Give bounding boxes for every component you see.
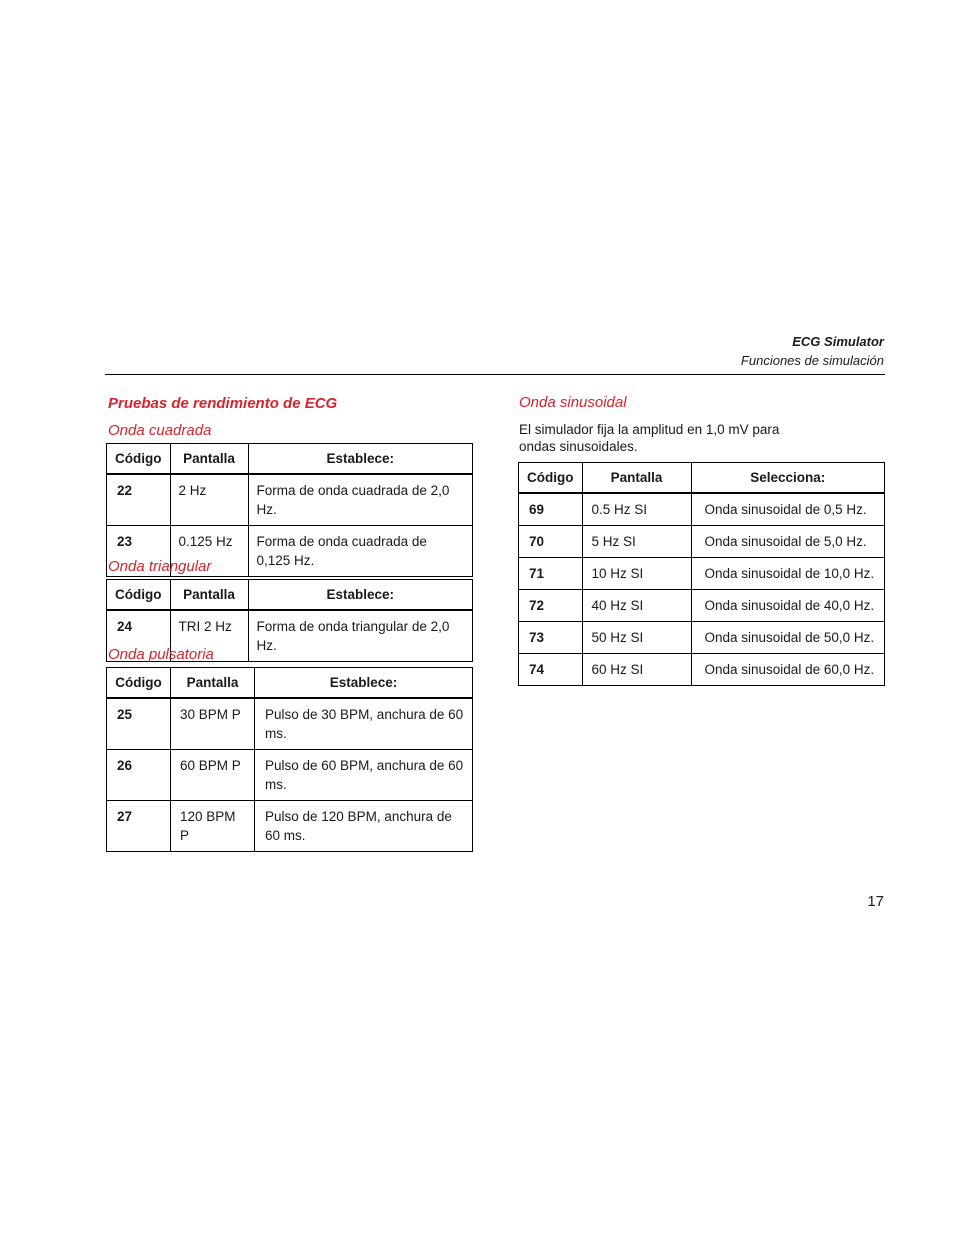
triangle-wave-heading: Onda triangular [108, 558, 212, 575]
code-cell: 22 [107, 474, 171, 526]
table-row [519, 558, 885, 590]
display-cell: 0.125 Hz [170, 526, 248, 577]
column-header-display: Pantalla [170, 580, 248, 611]
description-cell: Forma de onda triangular de 2,0 Hz. [248, 610, 473, 662]
code-cell: 26 [107, 750, 171, 801]
table-row [107, 750, 473, 801]
code-cell: 25 [107, 698, 171, 750]
description-cell: Forma de onda cuadrada de 0,125 Hz. [248, 526, 473, 577]
display-cell: 120 BPM P [171, 801, 255, 852]
display-cell: 30 BPM P [171, 698, 255, 750]
code-cell: 24 [107, 610, 171, 662]
sine-wave-heading: Onda sinusoidal [519, 394, 627, 411]
column-header-display: Pantalla [170, 444, 248, 475]
table-row [107, 474, 473, 526]
column-header-selects: Selecciona: [691, 463, 885, 494]
table-header-row [107, 444, 473, 475]
code-cell: 23 [107, 526, 171, 577]
column-header-display: Pantalla [171, 668, 255, 699]
column-header-code: Código [107, 444, 171, 475]
table-header-row [519, 463, 885, 494]
description-cell: Onda sinusoidal de 50,0 Hz. [691, 622, 885, 654]
description-cell: Forma de onda cuadrada de 2,0 Hz. [248, 474, 473, 526]
table-row [519, 654, 885, 686]
code-cell: 74 [519, 654, 583, 686]
pulse-wave-table [106, 667, 473, 852]
table-row [519, 622, 885, 654]
code-cell: 71 [519, 558, 583, 590]
pulse-wave-heading: Onda pulsatoria [108, 646, 214, 663]
description-cell: Pulso de 30 BPM, anchura de 60 ms. [255, 698, 473, 750]
code-cell: 72 [519, 590, 583, 622]
column-header-code: Código [519, 463, 583, 494]
section-title: Pruebas de rendimiento de ECG [108, 395, 338, 412]
display-cell: 5 Hz SI [582, 526, 691, 558]
code-cell: 69 [519, 493, 583, 526]
sine-wave-table [518, 462, 885, 686]
display-cell: 10 Hz SI [582, 558, 691, 590]
table-header-row [107, 580, 473, 611]
display-cell: 0.5 Hz SI [582, 493, 691, 526]
description-cell: Onda sinusoidal de 10,0 Hz. [691, 558, 885, 590]
table-row [107, 801, 473, 852]
display-cell: 60 Hz SI [582, 654, 691, 686]
table-row [519, 526, 885, 558]
square-wave-heading: Onda cuadrada [108, 422, 212, 439]
code-cell: 27 [107, 801, 171, 852]
display-cell: TRI 2 Hz [170, 610, 248, 662]
code-cell: 70 [519, 526, 583, 558]
display-cell: 60 BPM P [171, 750, 255, 801]
description-cell: Onda sinusoidal de 0,5 Hz. [691, 493, 885, 526]
running-header-title: ECG Simulator [792, 334, 884, 349]
column-header-code: Código [107, 668, 171, 699]
column-header-sets: Establece: [248, 580, 473, 611]
table-row [519, 590, 885, 622]
sine-wave-intro: El simulador fija la amplitud en 1,0 mV para ondas sinusoidales. [519, 422, 780, 454]
page-number: 17 [867, 893, 884, 910]
description-cell: Pulso de 60 BPM, anchura de 60 ms. [255, 750, 473, 801]
description-cell: Onda sinusoidal de 40,0 Hz. [691, 590, 885, 622]
description-cell: Onda sinusoidal de 5,0 Hz. [691, 526, 885, 558]
table-row [519, 493, 885, 526]
column-header-sets: Establece: [248, 444, 473, 475]
table-header-row [107, 668, 473, 699]
description-cell: Onda sinusoidal de 60,0 Hz. [691, 654, 885, 686]
header-rule [105, 374, 885, 375]
column-header-sets: Establece: [255, 668, 473, 699]
column-header-display: Pantalla [582, 463, 691, 494]
display-cell: 2 Hz [170, 474, 248, 526]
display-cell: 50 Hz SI [582, 622, 691, 654]
running-header-subtitle: Funciones de simulación [740, 353, 884, 368]
display-cell: 40 Hz SI [582, 590, 691, 622]
code-cell: 73 [519, 622, 583, 654]
description-cell: Pulso de 120 BPM, anchura de 60 ms. [255, 801, 473, 852]
column-header-code: Código [107, 580, 171, 611]
table-row [107, 698, 473, 750]
square-wave-table [106, 443, 473, 577]
